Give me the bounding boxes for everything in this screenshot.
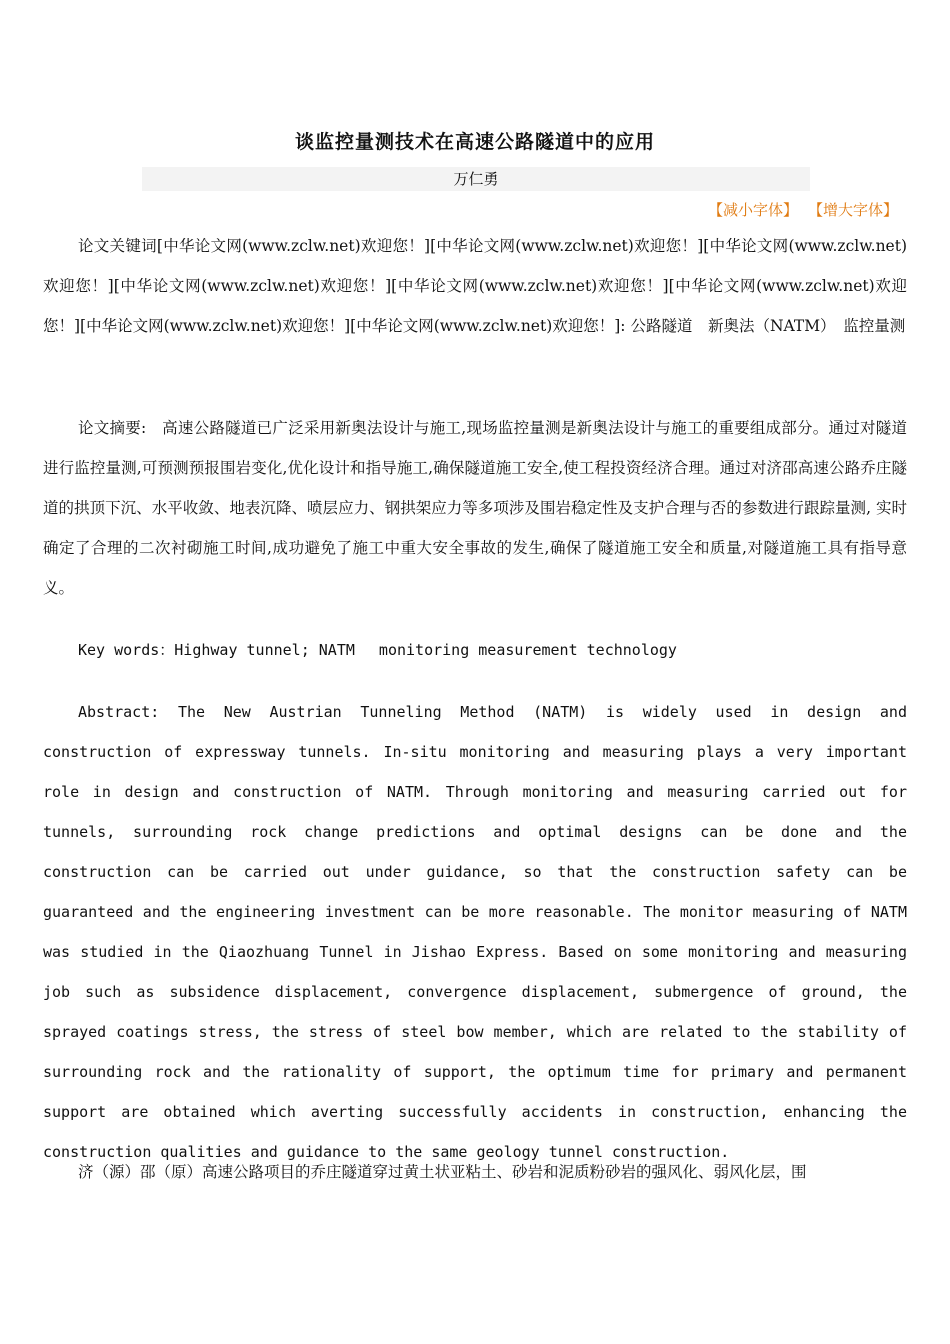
article-title: 谈监控量测技术在高速公路隧道中的应用	[294, 131, 655, 153]
abstract-chinese: 论文摘要: 高速公路隧道已广泛采用新奥法设计与施工,现场监控量测是新奥法设计与施工的重要组成部分。通过对隧道进行监控量测,可预测预报围岩变化,优化设计和指导施工,确保隧道施工安全,使工程投资经济合理。通过对济邵高速公路乔庄隧道的拱顶下沉、水平收敛、地表沉降、喷层应力、钢拱架应力等多项涉及围岩稳定性及支护合理与否的参数进行跟踪量测, 实时确定了合理的二次衬砌施工时间,成功避免了施工中重大安全事故的发生,确保了隧道施工安全和质量,对隧道施工具有指导意义。	[43, 419, 907, 597]
author-name: 万仁勇	[453, 170, 499, 188]
intro-paragraph: 济（源）邵（原）高速公路项目的乔庄隧道穿过黄土状亚粘土、砂岩和泥质粉砂岩的强风化、弱风化层，围	[78, 1163, 807, 1181]
keywords-english: Key words：Highway tunnel; NATM monitoring measurement technology	[78, 641, 677, 659]
decrease-font-button[interactable]: 【减小字体】	[707, 201, 798, 219]
keywords-chinese: 论文关键词[中华论文网(www.zclw.net)欢迎您！][中华论文网(www.zclw.net)欢迎您！][中华论文网(www.zclw.net)欢迎您！][中华论文网(www.zclw.net)欢迎您！][中华论文网(www.zclw.net)欢迎您！][中华论文网(www.zclw.net)欢迎您！][中华论文网(www.zclw.net)欢迎您！][中华论文网(www.zclw.net)欢迎您！]: 公路隧道 新奥法（NATM） 监控量测	[43, 237, 907, 335]
increase-font-button[interactable]: 【增大字体】	[807, 201, 898, 219]
author-bar	[142, 167, 810, 191]
font-size-controls	[708, 199, 898, 221]
abstract-english: Abstract: The New Austrian Tunneling Method (NATM) is widely used in design and construction of expressway tunnels. In-situ monitoring and measuring plays a very important role in design and construction of NATM. Through monitoring and measuring carried out for tunnels, surrounding rock change predictions and optimal designs can be done and the construction can be carried out under guidance, so that the construction safety can be guaranteed and the engineering investment can be more reasonable. The monitor measuring of NATM was studied in the Qiaozhuang Tunnel in Jishao Express. Based on some monitoring and measuring job such as subsidence displacement, convergence displacement, submergence of ground, the sprayed coatings stress, the stress of steel bow member, which are related to the stability of surrounding rock and the rationality of support, the optimum time for primary and permanent support are obtained which averting successfully accidents in construction, enhancing the construction qualities and guidance to the same geology tunnel construction.	[43, 703, 907, 1161]
